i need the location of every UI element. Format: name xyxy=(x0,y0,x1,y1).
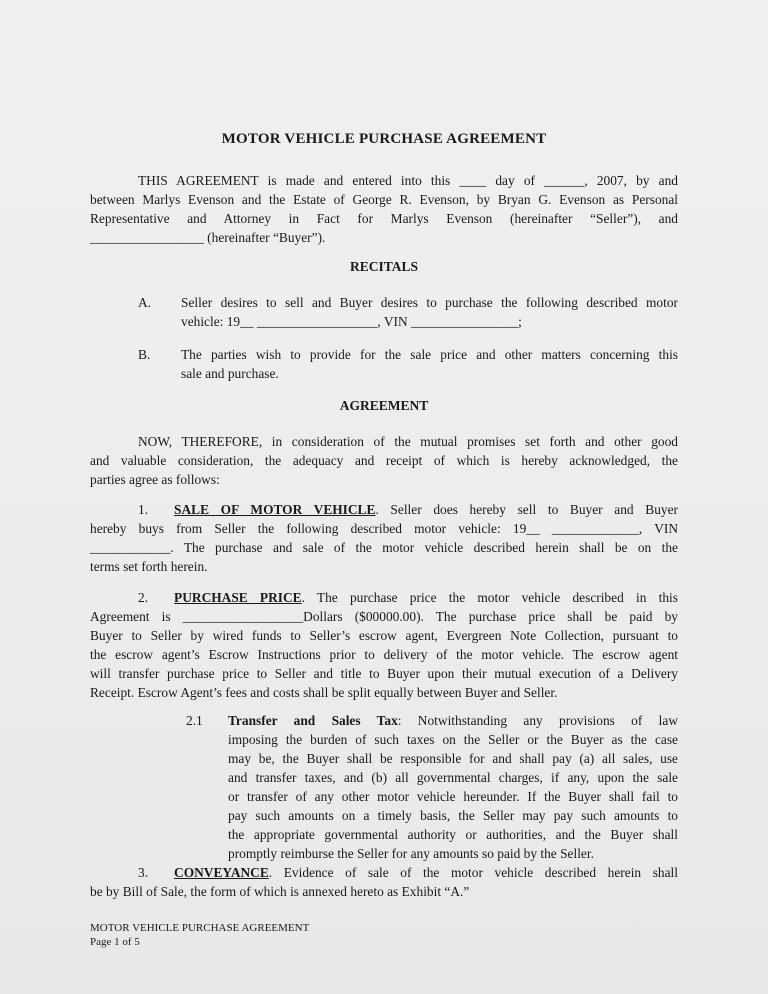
recital-a-line: vehicle: 19__ __________________, VIN ________________; xyxy=(181,314,522,329)
recital-b-line: sale and purchase. xyxy=(181,366,279,381)
section-2-line: Receipt. Escrow Agent’s fees and costs shall be split equally between Buyer and Seller. xyxy=(90,685,558,700)
section-2-1-first-line xyxy=(228,711,678,730)
section-1-number: 1. xyxy=(138,502,149,517)
intro-line: _________________ (hereinafter “Buyer”). xyxy=(90,230,326,245)
section-2-1-title: Transfer and Sales Tax xyxy=(228,713,398,728)
section-2-line: will transfer purchase price to Seller and title to Buyer upon their mutual execution of a Delivery xyxy=(90,666,678,681)
section-2-1-line: and transfer taxes, and (b) all governmental charges, if any, upon the sale xyxy=(228,770,678,785)
intro-line: Representative and Attorney in Fact for Marlys Evenson (hereinafter “Seller”), and xyxy=(90,211,678,226)
recital-b-text xyxy=(181,345,678,383)
section-3-title: CONVEYANCE xyxy=(174,865,269,880)
section-3-first-rest: . Evidence of sale of the motor vehicle described herein shall xyxy=(268,865,678,880)
section-2-title: PURCHASE PRICE xyxy=(174,590,302,605)
section-1-first-line xyxy=(90,500,678,519)
intro-line: between Marlys Evenson and the Estate of George R. Evenson, by Bryan G. Evenson as Personal xyxy=(90,192,678,207)
recital-b-line: The parties wish to provide for the sale price and other matters concerning this xyxy=(181,347,678,362)
section-1-title: SALE OF MOTOR VEHICLE xyxy=(174,502,376,517)
section-1-line: ____________. The purchase and sale of the motor vehicle described herein shall be on the xyxy=(90,540,678,555)
recital-a-text xyxy=(181,293,678,331)
footer-page-number: Page 1 of 5 xyxy=(90,936,140,948)
recitals-heading: RECITALS xyxy=(349,259,419,274)
recital-a-label: A. xyxy=(138,295,152,310)
section-2-1-number: 2.1 xyxy=(186,713,203,728)
intro-paragraph xyxy=(90,171,678,247)
section-2-1-line: or transfer of any other motor vehicle hereunder. If the Buyer shall fail to xyxy=(228,789,678,804)
section-2-first-rest: . The purchase price the motor vehicle described in this xyxy=(301,590,678,605)
section-2-1-line: pay such amounts on a timely basis, the Seller may pay such amounts to xyxy=(228,808,678,823)
section-1-line: terms set forth herein. xyxy=(90,559,208,574)
section-2-1-line: imposing the burden of such taxes on the Seller or the Buyer as the case xyxy=(228,732,678,747)
section-2-1-line: the appropriate governmental authority or authorities, and the Buyer shall xyxy=(228,827,678,842)
recital-b-label: B. xyxy=(138,347,151,362)
now-therefore-line: parties agree as follows: xyxy=(90,472,220,487)
section-3-line: be by Bill of Sale, the form of which is annexed hereto as Exhibit “A.” xyxy=(90,884,470,899)
section-2-1 xyxy=(228,711,678,863)
section-2 xyxy=(90,588,678,702)
footer-doc-name: MOTOR VEHICLE PURCHASE AGREEMENT xyxy=(90,922,310,934)
section-3-first-line xyxy=(90,863,678,882)
section-2-1-first-rest: : Notwithstanding any provisions of law xyxy=(397,713,678,728)
now-therefore-paragraph xyxy=(90,432,678,489)
now-therefore-line: and valuable consideration, the adequacy and receipt of which is hereby acknowledged, the xyxy=(90,453,678,468)
section-2-line: the escrow agent’s Escrow Instructions prior to delivery of the motor vehicle. The escrow agent xyxy=(90,647,678,662)
section-1-line: hereby buys from Seller the following described motor vehicle: 19__ _____________, VIN xyxy=(90,521,678,536)
page-footer xyxy=(90,921,309,949)
section-2-first-line xyxy=(90,588,678,607)
section-2-number: 2. xyxy=(138,590,149,605)
section-1-first-rest: . Seller does hereby sell to Buyer and Buyer xyxy=(375,502,678,517)
section-2-1-line: may be, the Buyer shall be responsible for and shall pay (a) all sales, use xyxy=(228,751,678,766)
section-3-number: 3. xyxy=(138,865,149,880)
section-2-line: Buyer to Seller by wired funds to Seller’s escrow agent, Evergreen Note Collection, pursuant to xyxy=(90,628,678,643)
section-1 xyxy=(90,500,678,576)
section-2-line: Agreement is __________________Dollars ($00000.00). The purchase price shall be paid by xyxy=(90,609,678,624)
section-2-1-line: promptly reimburse the Seller for any amounts so paid by the Seller. xyxy=(228,846,594,861)
section-3 xyxy=(90,863,678,901)
document-title: MOTOR VEHICLE PURCHASE AGREEMENT xyxy=(221,131,547,147)
agreement-heading: AGREEMENT xyxy=(339,398,429,413)
recital-a-line: Seller desires to sell and Buyer desires to purchase the following described motor xyxy=(181,295,678,310)
intro-line: THIS AGREEMENT is made and entered into this ____ day of ______, 2007, by and xyxy=(138,173,678,188)
now-therefore-line: NOW, THEREFORE, in consideration of the mutual promises set forth and other good xyxy=(138,434,678,449)
